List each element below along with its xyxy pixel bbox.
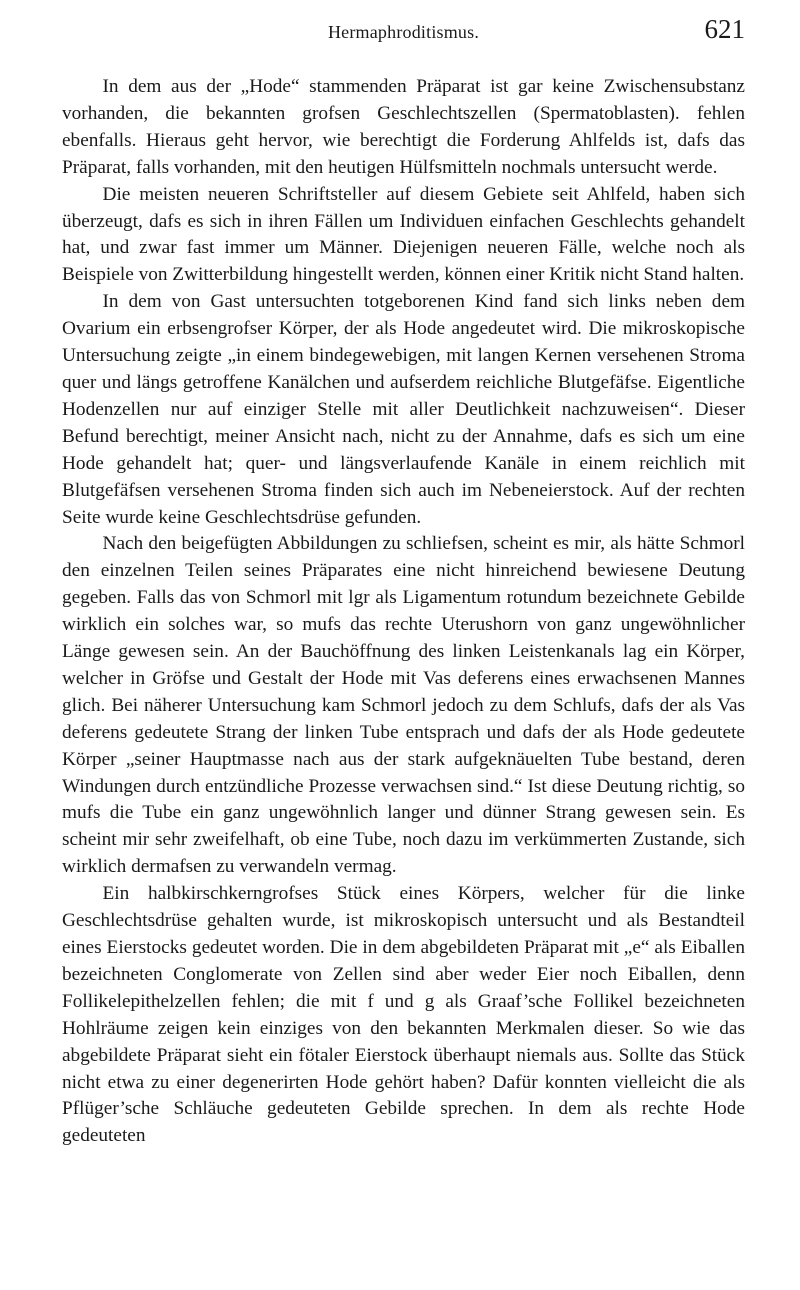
page-number: 621 [704, 14, 745, 44]
paragraph: Ein halbkirschkerngrofses Stück eines Körpers, welcher für die linke Geschlechtsdrüse gehalten wurde, ist mikroskopisch untersucht und als Bestandteil eines Eierstocks gedeutet worden. Die in dem abgebildeten Präparat mit „e“ als Eiballen bezeichneten Conglomerate von Zellen sind aber weder Eier noch Eiballen, denn Follikelepithelzellen fehlen; die mit f und g als Graaf’sche Follikel bezeichneten Hohlräume zeigen kein einziges von den bekannten Merkmalen dieser. So wie das abgebildete Präparat sieht ein fötaler Eierstock überhaupt niemals aus. Sollte das Stück nicht etwa zu einer degenerirten Hode gehört haben? Dafür konnten vielleicht die als Pflüger’sche Schläuche gedeuteten Gebilde sprechen. In dem als rechte Hode gedeuteten [62, 883, 745, 1147]
paragraph: In dem von Gast untersuchten totgeborenen Kind fand sich links neben dem Ovarium ein erbsengrofser Körper, der als Hode angedeutet wird. Die mikroskopische Untersuchung zeigte „in einem bindegewebigen, mit langen Kernen versehenen Stroma quer und längs getroffene Kanälchen und aufserdem reichliche Blutgefäfse. Eigentliche Hodenzellen nur auf einziger Stelle mit aller Deutlichkeit nachzuweisen“. Dieser Befund berechtigt, meiner Ansicht nach, nicht zu der Annahme, dafs es sich um eine Hode gehandelt hat; quer- und längsverlaufende Kanäle in einem reichlich mit Blutgefäfsen versehenen Stroma finden sich auch im Nebeneierstock. Auf der rechten Seite wurde keine Geschlechtsdrüse gefunden. [62, 291, 745, 528]
paragraph: Die meisten neueren Schriftsteller auf diesem Gebiete seit Ahlfeld, haben sich überzeugt, dafs es sich in ihren Fällen um Individuen einfachen Geschlechts gehandelt hat, und zwar fast immer um Männer. Diejenigen neueren Fälle, welche noch als Beispiele von Zwitterbildung hingestellt werden, können einer Kritik nicht Stand halten. [62, 183, 745, 286]
running-title: Hermaphroditismus. [327, 22, 480, 42]
paragraph: Nach den beigefügten Abbildungen zu schliefsen, scheint es mir, als hätte Schmorl den einzelnen Teilen seines Präparates eine nicht hinreichend bewiesene Deutung gegeben. Falls das von Schmorl mit lgr als Ligamentum rotundum bezeichnete Gebilde wirklich ein solches war, so mufs das rechte Uterushorn von ganz ungewöhnlicher Länge gewesen sein. An der Bauchöffnung des linken Leistenkanals lag ein Körper, welcher in Gröfse und Gestalt der Hode mit Vas deferens eines erwachsenen Mannes glich. Bei näherer Untersuchung kam Schmorl jedoch zu dem Schlufs, dafs der als Vas deferens gedeutete Strang der linken Tube entsprach und dafs der als Hode gedeutete Körper „seiner Hauptmasse nach aus der stark aufgeknäuelten Tube bestand, deren Windungen durch entzündliche Prozesse verwachsen sind.“ Ist diese Deutung richtig, so mufs die Tube ein ganz ungewöhnlich langer und dünner Strang gewesen sein. Es scheint mir sehr zweifelhaft, ob eine Tube, noch dazu im verkümmerten Zustande, sich wirklich dermafsen zu verwandeln vermag. [62, 533, 745, 878]
running-head [62, 14, 745, 54]
body-text [62, 74, 745, 1150]
paragraph: In dem aus der „Hode“ stammenden Präparat ist gar keine Zwischensubstanz vorhanden, die bekannten grofsen Geschlechtszellen (Spermatoblasten). fehlen ebenfalls. Hieraus geht hervor, wie berechtigt die Forderung Ahlfelds ist, dafs das Präparat, falls vorhanden, mit den heutigen Hülfsmitteln nochmals untersucht werde. [62, 76, 745, 178]
